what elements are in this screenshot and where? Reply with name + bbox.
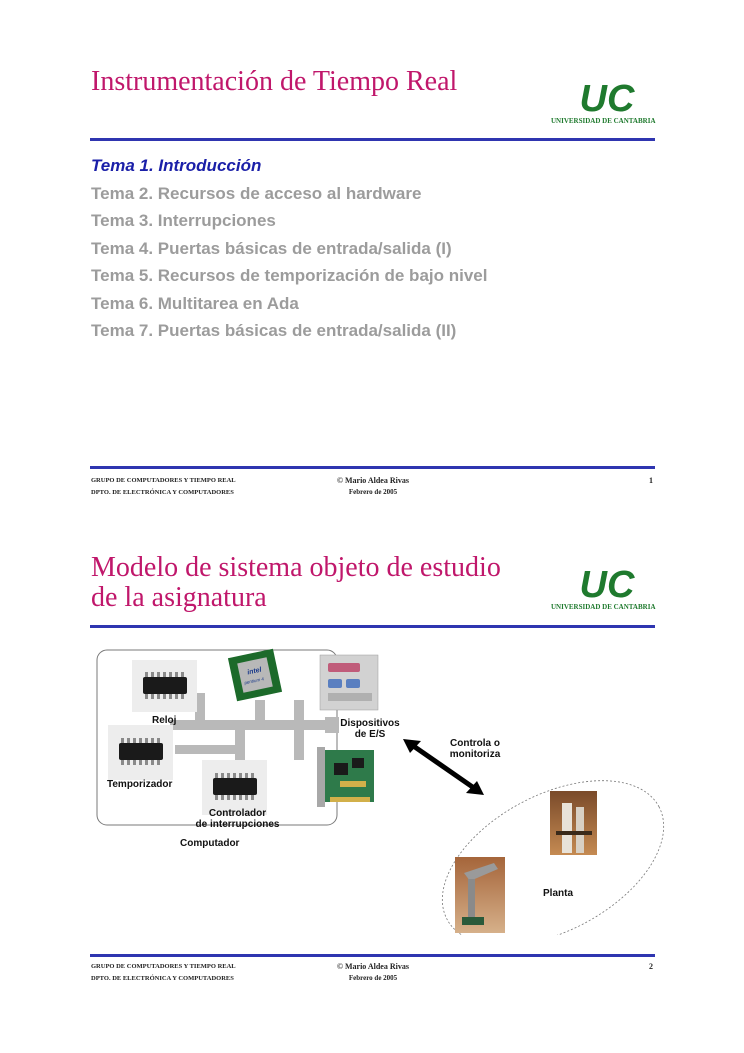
topic-item-4: Tema 4. Puertas básicas de entrada/salida (I) <box>91 238 452 258</box>
uc-logo-mark <box>572 79 642 117</box>
slide-2 <box>0 520 744 1053</box>
footer-rule <box>90 954 655 957</box>
svg-text:intel: intel <box>246 666 263 677</box>
plant-label: Planta <box>543 888 574 899</box>
svg-text:pentium 4: pentium 4 <box>243 676 265 686</box>
diagram-graphics <box>90 645 670 935</box>
footer-department: DPTO. DE ELECTRÓNICA Y COMPUTADORES <box>91 489 234 496</box>
robot-arm-photo <box>455 857 505 933</box>
footer-author: © Mario Aldea Rivas <box>337 962 409 971</box>
timer-label: Temporizador <box>107 779 173 790</box>
slide-title: Instrumentación de Tiempo Real <box>91 66 458 97</box>
io-connector-panel-image <box>320 655 378 710</box>
uc-logo <box>551 79 656 129</box>
interrupt-controller-label: Controlador de interrupciones <box>195 808 280 830</box>
footer-group: GRUPO DE COMPUTADORES Y TIEMPO REAL <box>91 963 236 970</box>
footer-department: DPTO. DE ELECTRÓNICA Y COMPUTADORES <box>91 975 234 982</box>
uc-logo-mark <box>572 565 642 603</box>
clock-chip-image <box>132 660 197 712</box>
topic-list <box>91 152 487 345</box>
footer-group: GRUPO DE COMPUTADORES Y TIEMPO REAL <box>91 477 236 484</box>
topic-item-7: Tema 7. Puertas básicas de entrada/salida (II) <box>91 321 457 340</box>
interrupt-controller-chip-image <box>202 760 267 815</box>
topic-item-1: Tema 1. Introducción <box>91 156 262 175</box>
uc-logo <box>551 565 656 615</box>
topic-item-2: Tema 2. Recursos de acceso al hardware <box>91 183 422 203</box>
computer-label: Computador <box>180 838 240 849</box>
io-card-image <box>317 747 374 807</box>
footer-rule <box>90 466 655 469</box>
page-number: 2 <box>649 962 653 971</box>
footer-author: © Mario Aldea Rivas <box>337 476 409 485</box>
topic-item-3: Tema 3. Interrupciones <box>91 211 276 230</box>
topic-item-6: Tema 6. Multitarea en Ada <box>91 293 299 313</box>
plant-photo <box>550 791 597 855</box>
slide-footer <box>91 962 653 992</box>
controls-label: Controla o monitoriza <box>449 738 501 760</box>
clock-label: Reloj <box>152 715 177 726</box>
svg-text:UC: UC <box>579 79 635 117</box>
title-rule <box>90 625 655 628</box>
system-model-diagram <box>90 645 670 935</box>
slide-footer <box>91 476 653 506</box>
slide-1 <box>0 0 744 520</box>
footer-date: Febrero de 2005 <box>348 488 398 496</box>
svg-text:UC: UC <box>579 565 635 603</box>
cpu-image <box>228 649 282 702</box>
footer-date: Febrero de 2005 <box>348 974 398 982</box>
page-number: 1 <box>649 476 653 485</box>
topic-item-5: Tema 5. Recursos de temporización de bajo nivel <box>91 266 488 285</box>
title-rule <box>90 138 655 141</box>
slide-title-line-1: Modelo de sistema objeto de estudio <box>91 552 501 583</box>
university-name: UNIVERSIDAD DE CANTABRIA <box>551 117 656 125</box>
slide-title-line-2: de la asignatura <box>91 582 267 613</box>
io-devices-label: Dispositivos de E/S <box>340 718 400 740</box>
timer-chip-image <box>108 725 173 780</box>
university-name: UNIVERSIDAD DE CANTABRIA <box>551 603 656 611</box>
